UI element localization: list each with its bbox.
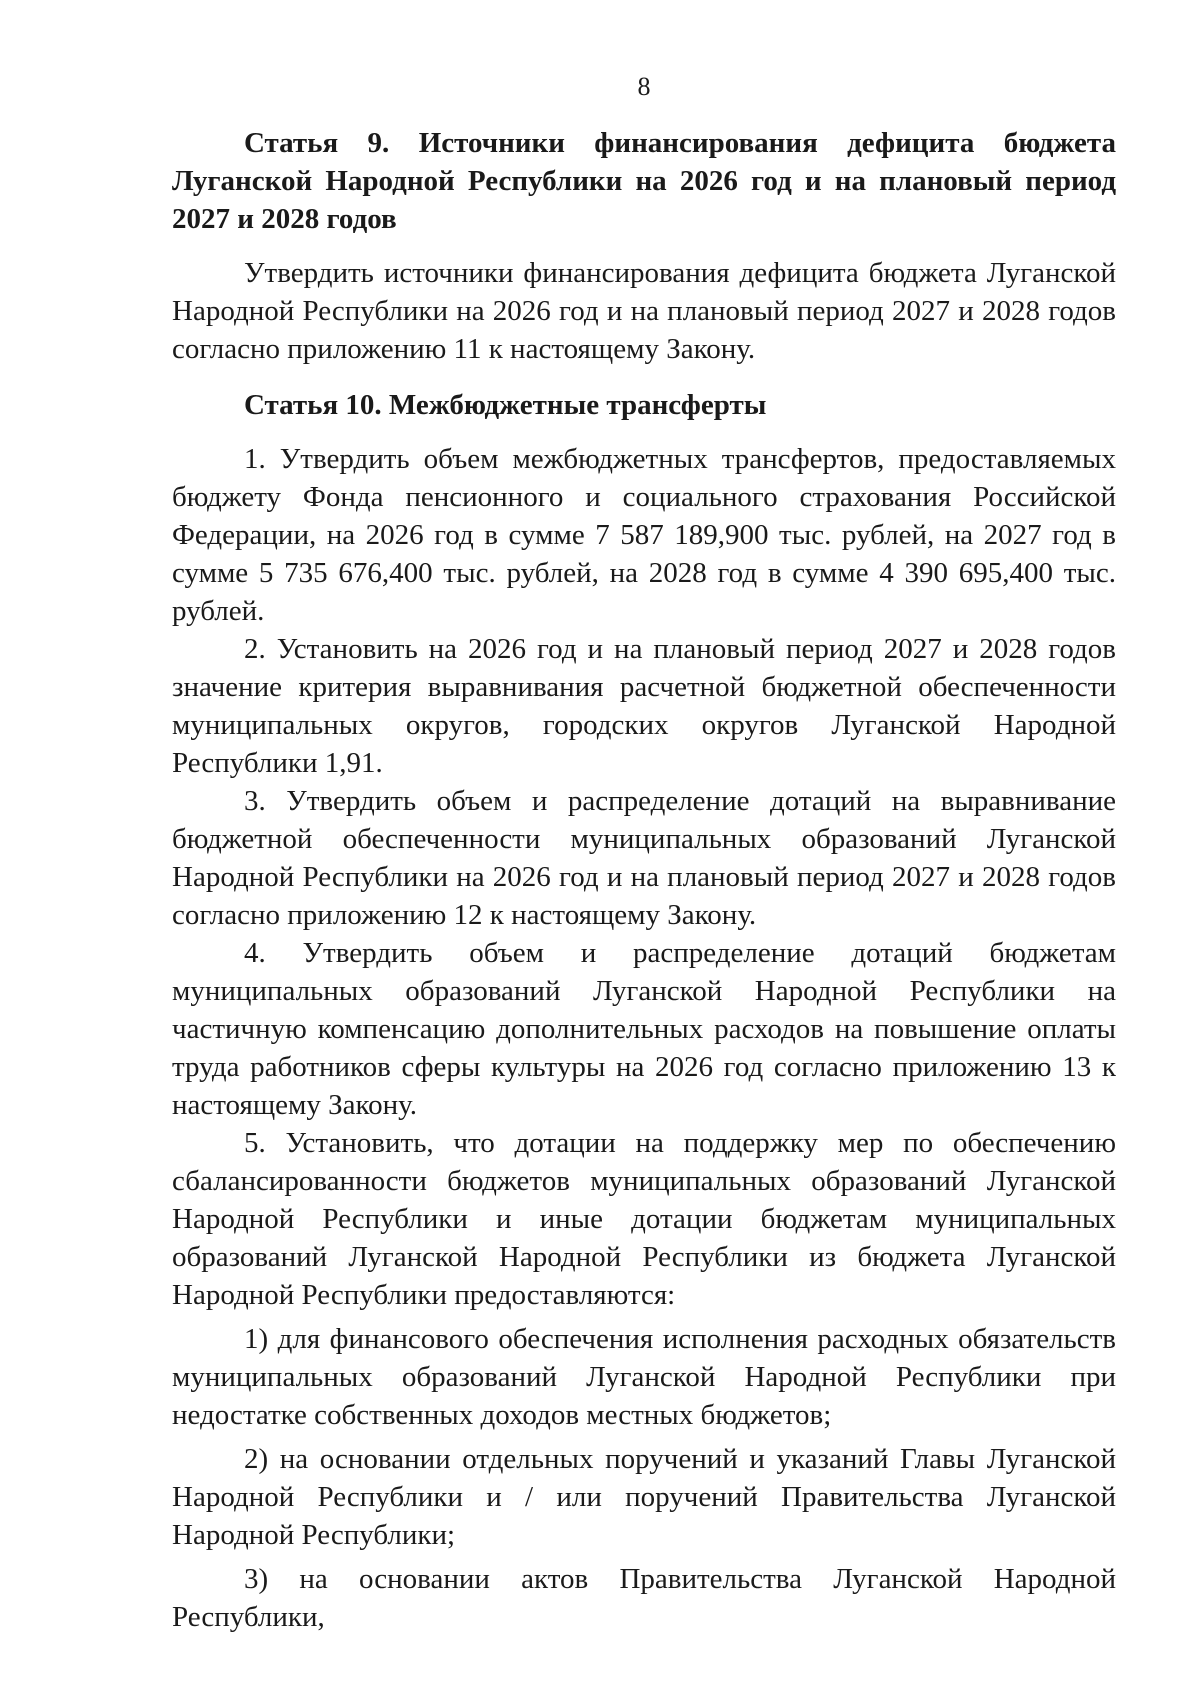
article-10-item-5: 5. Установить, что дотации на поддержку мер по обеспечению сбалансированности бюджетов муниципальных образований Луганской Народной Республики и иные дотации бюджетам муниципальных образований Луганской Народной Республики из бюджета Луганской Народной Республики предоставляются: — [172, 1127, 1116, 1311]
article-10-item-4: 4. Утвердить объем и распределение дотаций бюджетам муниципальных образований Луганской Народной Республики на частичную компенсацию дополнительных расходов на повышение оплаты труда работников сферы культуры на 2026 год согласно приложению 13 к настоящему Закону. — [172, 937, 1116, 1121]
document-page — [172, 60, 1116, 1636]
article-10-item-3: 3. Утвердить объем и распределение дотаций на выравнивание бюджетной обеспеченности муниципальных образований Луганской Народной Республики на 2026 год и на плановый период 2027 и 2028 годов согласно приложению 12 к настоящему Закону. — [172, 785, 1116, 931]
article-9-heading: Статья 9. Источники финансирования дефицита бюджета Луганской Народной Республики на 2026 год и на плановый период 2027 и 2028 годов — [172, 127, 1116, 235]
article-10-item-1: 1. Утвердить объем межбюджетных трансфертов, предоставляемых бюджету Фонда пенсионного и социального страхования Российской Федерации, на 2026 год в сумме 7 587 189,900 тыс. рублей, на 2027 год в сумме 5 735 676,400 тыс. рублей, на 2028 год в сумме 4 390 695,400 тыс. рублей. — [172, 443, 1116, 627]
article-10-heading: Статья 10. Межбюджетные трансферты — [244, 389, 767, 421]
article-10-subitem-3: 3) на основании актов Правительства Луганской Народной Республики, — [172, 1563, 1116, 1633]
article-10-subitem-2: 2) на основании отдельных поручений и указаний Главы Луганской Народной Республики и / или поручений Правительства Луганской Народной Республики; — [172, 1443, 1116, 1551]
article-9-text: Утвердить источники финансирования дефицита бюджета Луганской Народной Республики на 2026 год и на плановый период 2027 и 2028 годов согласно приложению 11 к настоящему Закону. — [172, 257, 1116, 365]
article-10-item-2: 2. Установить на 2026 год и на плановый период 2027 и 2028 годов значение критерия выравнивания расчетной бюджетной обеспеченности муниципальных округов, городских округов Луганской Народной Республики 1,91. — [172, 633, 1116, 779]
page-number: 8 — [637, 72, 651, 101]
article-10-subitem-1: 1) для финансового обеспечения исполнения расходных обязательств муниципальных образований Луганской Народной Республики при недостатке собственных доходов местных бюджетов; — [172, 1323, 1116, 1431]
